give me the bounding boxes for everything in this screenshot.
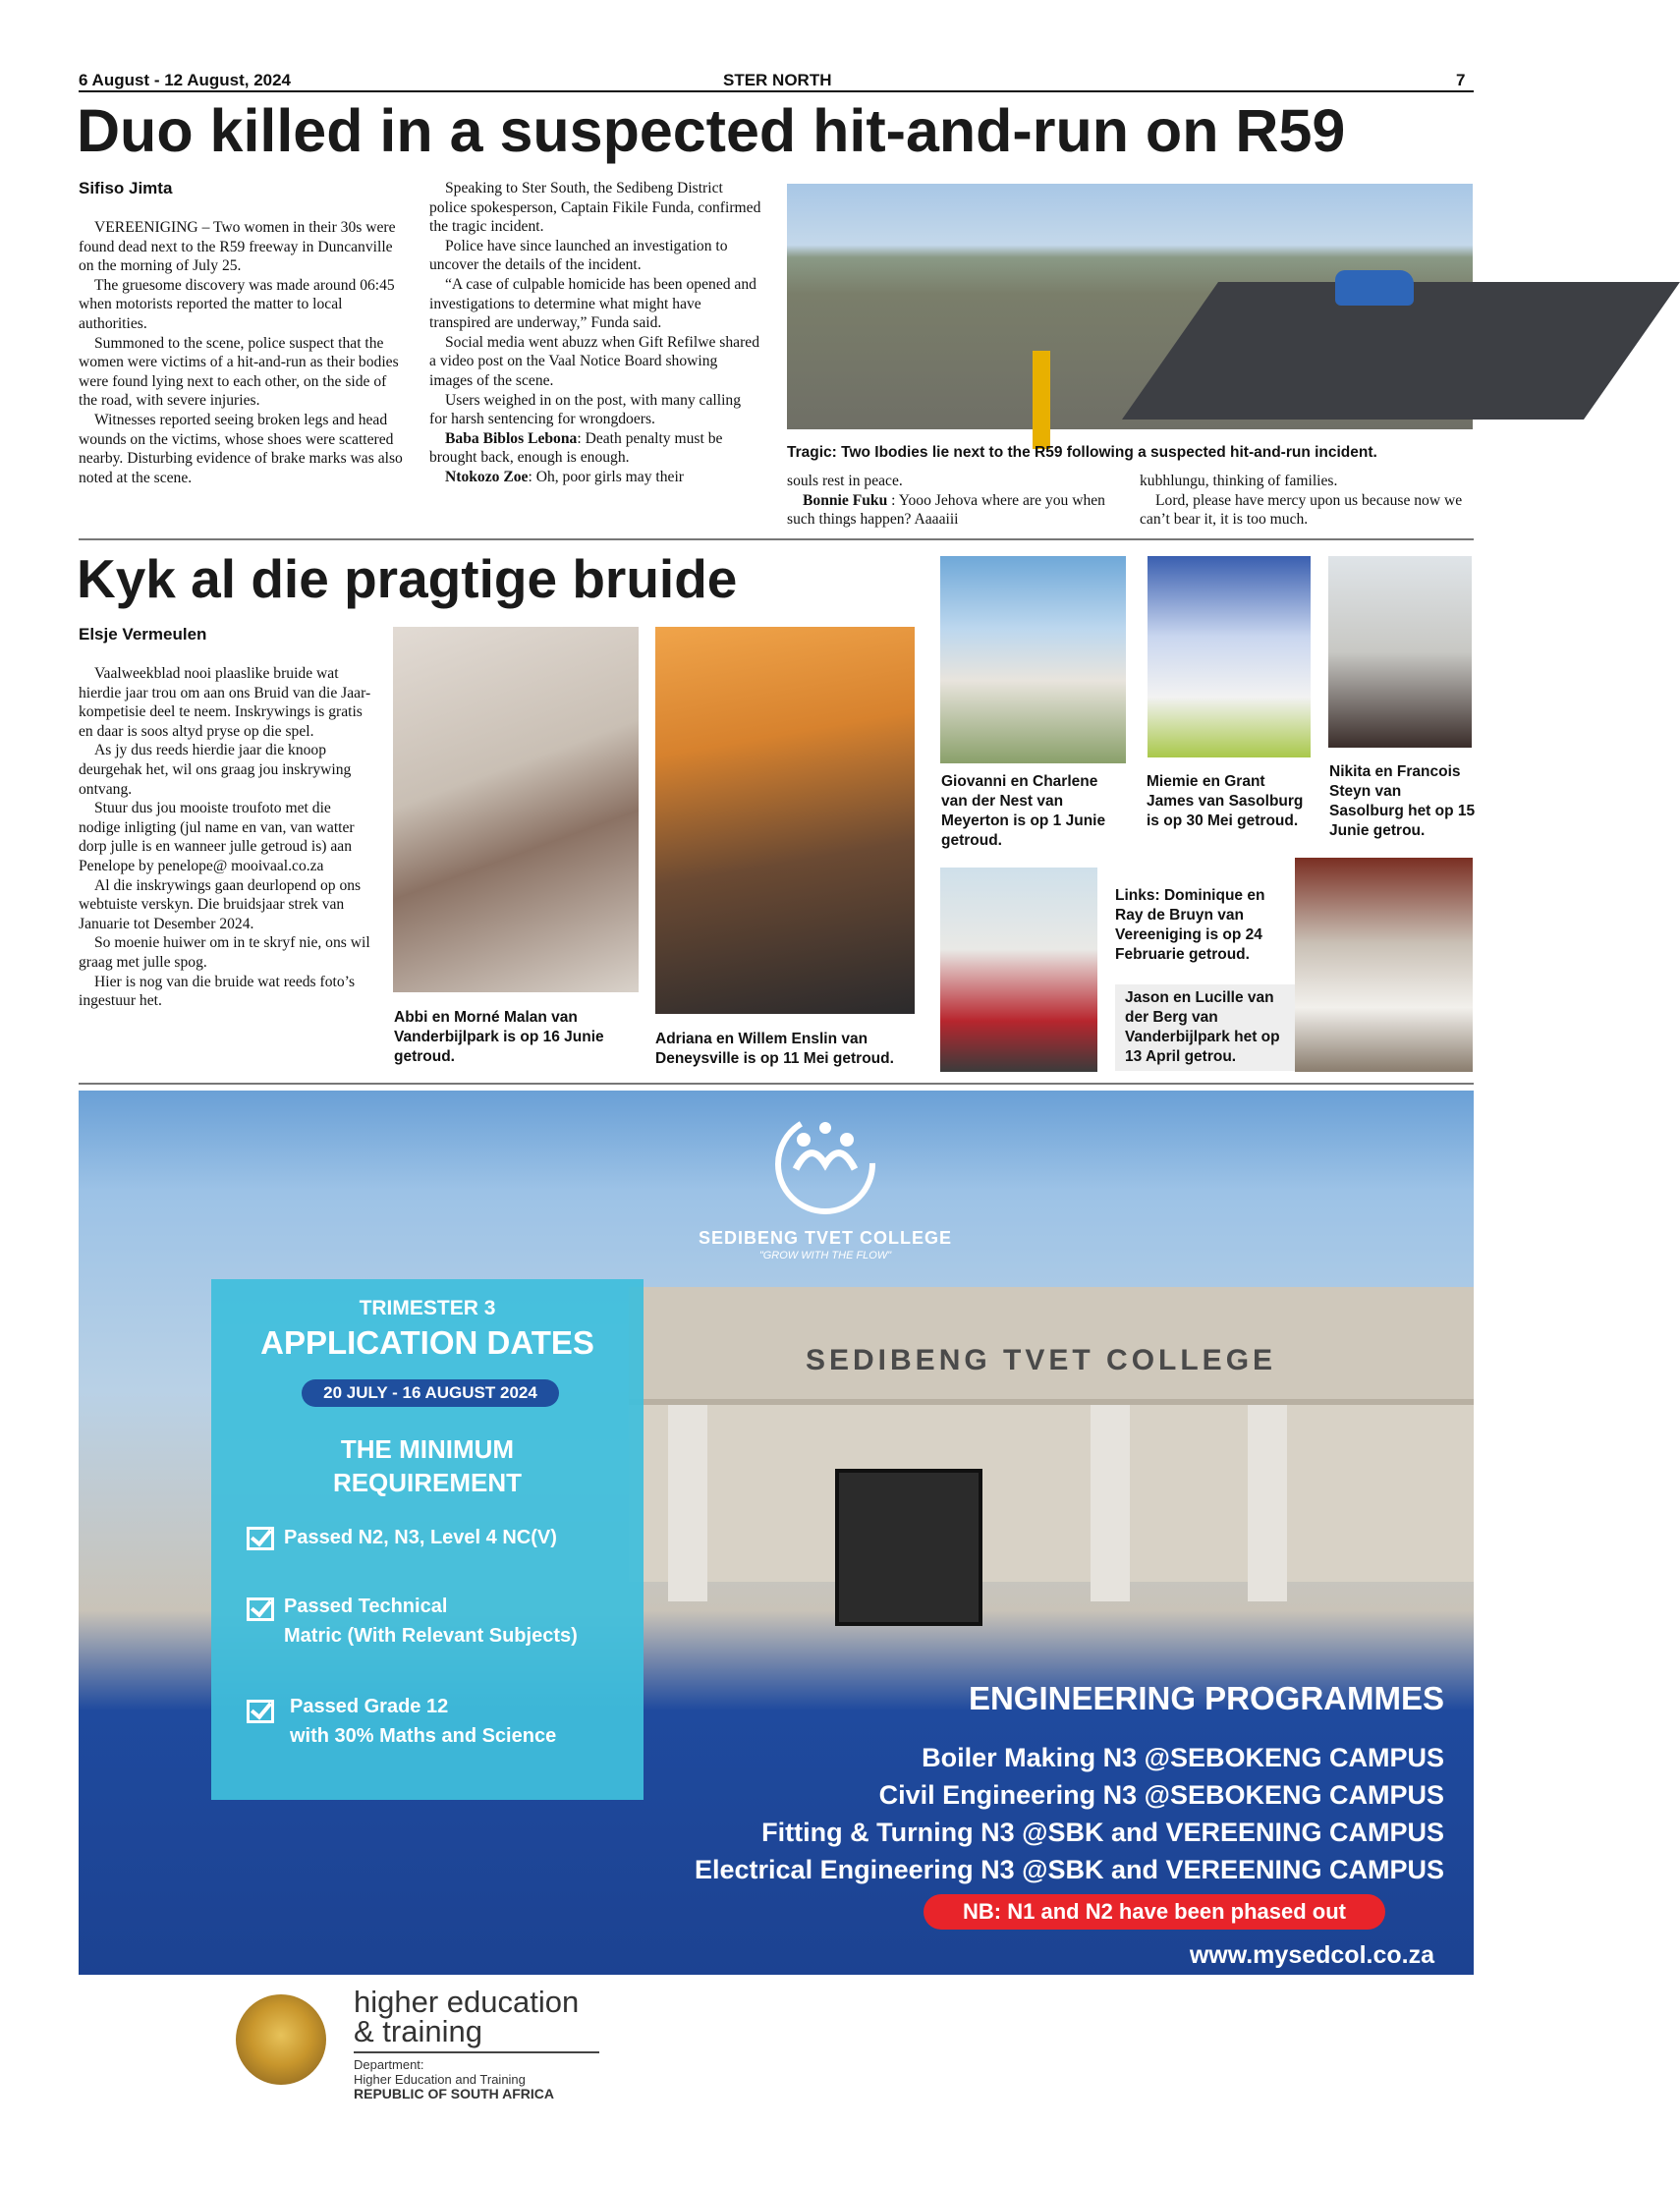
car-shape — [1335, 270, 1414, 306]
paragraph: As jy dus reeds hierdie jaar die knoop deurgehak het, wil ons graag jou inskrywing ontvang. — [79, 742, 352, 798]
quote-text: : Yooo Jehova where are you when such things happen? Aaaaiii — [787, 491, 1105, 529]
article1-col4 — [1140, 472, 1474, 530]
paragraph: Summoned to the scene, police suspect that the women were victims of a hit-and-run as their bodies were found lying next to each other, on the side of the road, with severe injuries. — [79, 334, 399, 410]
paragraph: Users weighed in on the post, with many calling for harsh sentencing for wrongdoers. — [429, 391, 741, 428]
bride-photo-adriana — [655, 627, 915, 1014]
bride-photo-nikita — [1328, 556, 1472, 748]
article1-col2 — [429, 179, 761, 487]
article1-headline: Duo killed in a suspected hit-and-run on R59 — [77, 97, 1346, 164]
paragraph: Hier is nog van die bruide wat reeds foto’s ingestuur het. — [79, 973, 356, 1010]
traffic-marker — [1033, 351, 1050, 449]
quote-text: : Death penalty must be brought back, enough is enough. — [429, 429, 723, 467]
quote-paragraph — [787, 491, 1115, 530]
section-divider — [79, 1083, 1474, 1085]
bride-photo-giovanni — [940, 556, 1126, 763]
article2-headline: Kyk al die pragtige bruide — [77, 548, 738, 609]
pillar — [668, 1405, 707, 1601]
checkbox-icon — [247, 1527, 274, 1550]
road-photo-caption: Tragic: Two Ibodies lie next to the R59 following a suspected hit-and-run incident. — [787, 444, 1377, 461]
article2-byline: Elsje Vermeulen — [79, 625, 207, 644]
paragraph: Social media went abuzz when Gift Refilwe shared a video post on the Vaal Notice Board showing images of the scene. — [429, 333, 759, 389]
requirement-2b: Matric (With Relevant Subjects) — [284, 1625, 578, 1647]
paragraph: Witnesses reported seeing broken legs and head wounds on the victims, whose shoes were scattered nearby. Disturbing evidence of brake marks was also noted at the scene. — [79, 411, 403, 486]
bride-photo-abbi — [393, 627, 639, 992]
paragraph: kubhlungu, thinking of families. — [1140, 473, 1338, 489]
bride-photo-jason — [1295, 858, 1473, 1072]
article1-col1 — [79, 218, 407, 487]
checkbox-icon — [247, 1700, 274, 1723]
programme-item: Boiler Making N3 @SEBOKENG CAMPUS — [922, 1743, 1444, 1772]
paragraph: souls rest in peace. — [787, 473, 903, 489]
building-door — [835, 1469, 982, 1626]
paragraph: Speaking to Ster South, the Sedibeng District police spokesperson, Captain Fikile Funda, confirmed the tragic incident. — [429, 180, 761, 236]
paragraph: Police have since launched an investigation to uncover the details of the incident. — [429, 237, 728, 274]
dept-country: REPUBLIC OF SOUTH AFRICA — [354, 2086, 555, 2101]
nb-notice: NB: N1 and N2 have been phased out — [924, 1894, 1385, 1930]
masthead-rule — [79, 90, 1474, 92]
article1-col3 — [787, 472, 1115, 530]
checkbox-icon — [247, 1597, 274, 1621]
dept-name: Higher Education and Training — [354, 2072, 526, 2087]
application-panel — [211, 1279, 644, 1800]
dept-logo-line2: & training — [354, 2014, 482, 2048]
college-url[interactable]: www.mysedcol.co.za — [1189, 1941, 1434, 1969]
application-dates: 20 JULY - 16 AUGUST 2024 — [302, 1379, 559, 1407]
page-number: 7 — [1456, 71, 1466, 89]
building-sign: SEDIBENG TVET COLLEGE — [806, 1344, 1277, 1376]
article2-body — [79, 664, 373, 1011]
section-divider — [79, 538, 1474, 540]
dept-rule — [354, 2051, 599, 2053]
requirement-3b: with 30% Maths and Science — [290, 1725, 557, 1747]
requirement-3a: Passed Grade 12 — [290, 1696, 449, 1717]
college-name: SEDIBENG TVET COLLEGE — [698, 1228, 953, 1248]
quote-author: Ntokozo Zoe — [445, 468, 529, 485]
programme-item: Electrical Engineering N3 @SBK and VEREENING CAMPUS — [695, 1855, 1444, 1884]
caption-dominique: Links: Dominique en Ray de Bruyn van Vereeniging is op 24 Februarie getroud. — [1115, 887, 1265, 963]
paragraph: VEREENIGING – Two women in their 30s were found dead next to the R59 freeway in Duncanville on the morning of July 25. — [79, 219, 396, 275]
quote-paragraph — [429, 468, 761, 487]
caption-miemie: Miemie en Grant James van Sasolburg is op 30 Mei getroud. — [1147, 773, 1304, 829]
article1-byline: Sifiso Jimta — [79, 179, 173, 197]
paragraph: The gruesome discovery was made around 06:45 when motorists reported the matter to local authorities. — [79, 276, 395, 332]
paper-name: STER NORTH — [723, 71, 832, 89]
paragraph: Lord, please have mercy upon us because now we can’t bear it, it is too much. — [1140, 491, 1463, 529]
college-slogan: "GROW WITH THE FLOW" — [758, 1250, 892, 1261]
quote-paragraph — [429, 429, 761, 468]
engineering-title: ENGINEERING PROGRAMMES — [968, 1680, 1444, 1716]
programme-item: Fitting & Turning N3 @SBK and VEREENING CAMPUS — [761, 1818, 1444, 1847]
road-scene-photo — [787, 184, 1473, 429]
caption-jason: Jason en Lucille van der Berg van Vanderbijlpark het op 13 April getrou. — [1125, 989, 1280, 1065]
dept-logo-line1: higher education — [354, 1985, 580, 2019]
bride-photo-miemie — [1148, 556, 1311, 757]
quote-author: Bonnie Fuku — [803, 491, 888, 509]
college-logo-icon — [766, 1110, 884, 1218]
paragraph: “A case of culpable homicide has been opened and investigations to determine what might have transpired are underway,” Funda said. — [429, 275, 756, 332]
caption-abbi: Abbi en Morné Malan van Vanderbijlpark is op 16 Junie getroud. — [394, 1009, 604, 1065]
caption-adriana: Adriana en Willem Enslin van Deneysville is op 11 Mei getroud. — [655, 1031, 894, 1067]
requirement-1: Passed N2, N3, Level 4 NC(V) — [284, 1527, 557, 1548]
college-advert — [79, 1091, 1474, 2101]
requirement-2a: Passed Technical — [284, 1596, 448, 1617]
caption-nikita: Nikita en Francois Steyn van Sasolburg het op 15 Junie getrou. — [1329, 763, 1476, 839]
paragraph: Al die inskrywings gaan deurlopend op ons webtuiste verskyn. Die bruidsjaar strek van Januarie tot Desember 2024. — [79, 876, 362, 932]
application-dates-title: APPLICATION DATES — [260, 1324, 594, 1361]
dept-label: Department: — [354, 2057, 424, 2072]
min-requirement-title: THE MINIMUM REQUIREMENT — [332, 1434, 523, 1497]
programme-item: Civil Engineering N3 @SEBOKENG CAMPUS — [878, 1780, 1444, 1810]
paragraph: So moenie huiwer om in te skryf nie, ons wil graag met julle spog. — [79, 934, 370, 971]
caption-giovanni: Giovanni en Charlene van der Nest van Meyerton is op 1 Junie getroud. — [941, 773, 1106, 849]
paragraph: Stuur dus jou mooiste troufoto met die nodige inligting (jul name en van, van watter dorp julle is en wanneer julle getroud is) aan Penelope by penelope@ mooivaal.co.za — [79, 800, 355, 874]
coat-of-arms-icon — [236, 1994, 326, 2085]
trimester-label: TRIMESTER 3 — [359, 1297, 496, 1319]
quote-text: : Oh, poor girls may their — [528, 468, 684, 485]
quote-author: Baba Biblos Lebona — [445, 429, 578, 447]
pillar — [1091, 1405, 1130, 1601]
issue-date: 6 August - 12 August, 2024 — [79, 71, 292, 89]
paragraph: Vaalweekblad nooi plaaslike bruide wat hierdie jaar trou om aan ons Bruid van die Jaar-kompetisie deel te neem. Inskrywings is gratis en daar is soos altyd pryse op die spel. — [79, 665, 371, 740]
pillar — [1248, 1405, 1287, 1601]
bride-photo-dominique — [940, 868, 1097, 1072]
